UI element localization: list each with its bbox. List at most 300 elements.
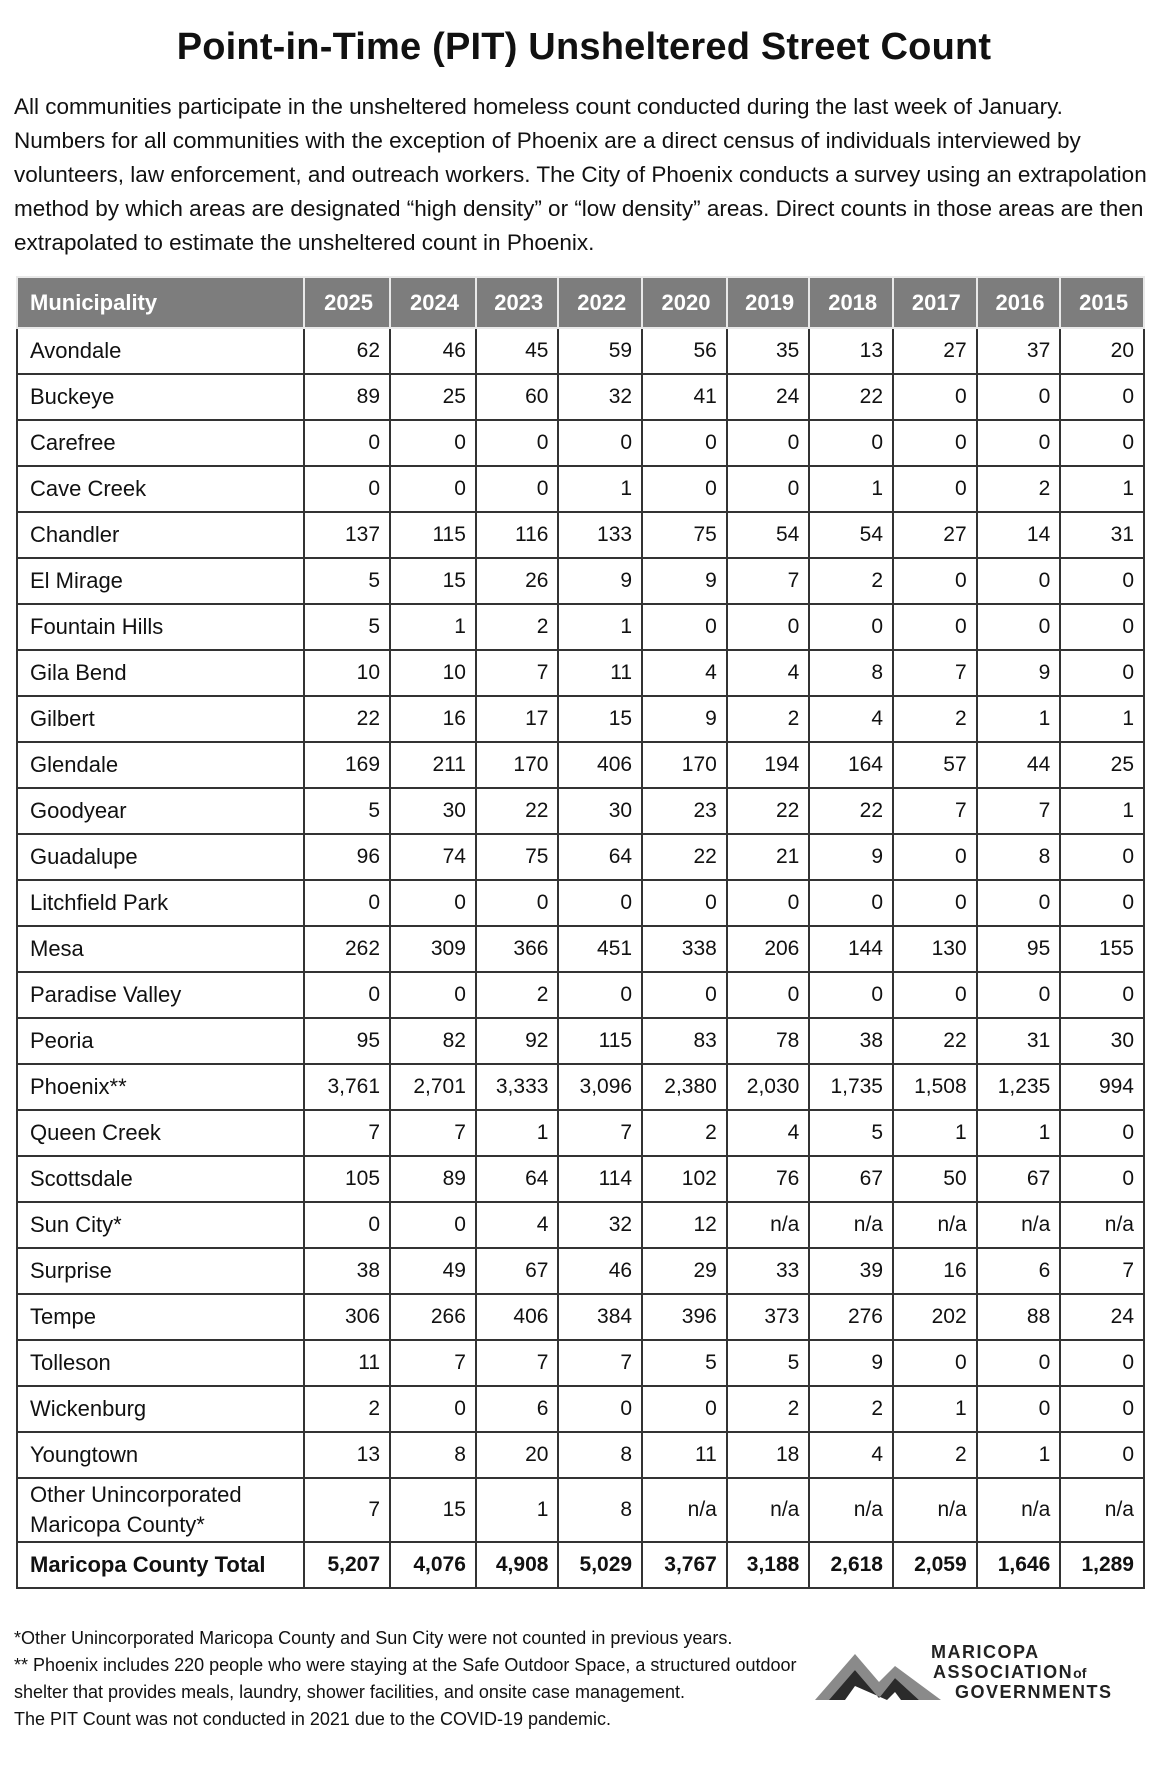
count-cell: 4	[642, 650, 727, 696]
count-cell: 32	[558, 374, 642, 420]
count-cell: 2	[893, 696, 977, 742]
count-cell: 3,096	[558, 1064, 642, 1110]
count-cell: 155	[1060, 926, 1144, 972]
count-cell: 50	[893, 1156, 977, 1202]
count-cell: 8	[558, 1432, 642, 1478]
column-header-year: 2022	[558, 277, 642, 328]
count-cell: 1	[893, 1110, 977, 1156]
count-cell: 1	[390, 604, 476, 650]
municipality-cell: Tempe	[17, 1294, 304, 1340]
count-cell: 0	[893, 604, 977, 650]
count-cell: 0	[642, 420, 727, 466]
count-cell: 1	[893, 1386, 977, 1432]
count-cell: 2	[476, 604, 559, 650]
count-cell: 994	[1060, 1064, 1144, 1110]
count-cell: 83	[642, 1018, 727, 1064]
count-cell: n/a	[727, 1478, 810, 1542]
count-cell: 406	[558, 742, 642, 788]
count-cell: 114	[558, 1156, 642, 1202]
count-cell: n/a	[1060, 1202, 1144, 1248]
table-row	[17, 1110, 1144, 1156]
count-cell: 0	[642, 880, 727, 926]
column-header-year: 2023	[476, 277, 559, 328]
mag-logo	[815, 1640, 1150, 1710]
column-header-year: 2017	[893, 277, 977, 328]
count-cell: 31	[977, 1018, 1061, 1064]
municipality-cell: Gilbert	[17, 696, 304, 742]
municipality-cell: Goodyear	[17, 788, 304, 834]
count-cell: 0	[304, 420, 390, 466]
municipality-cell: El Mirage	[17, 558, 304, 604]
count-cell: 35	[727, 328, 810, 374]
page-title: Point-in-Time (PIT) Unsheltered Street Count	[176, 26, 992, 68]
count-cell: 0	[727, 604, 810, 650]
count-cell: 29	[642, 1248, 727, 1294]
count-cell: 5	[304, 558, 390, 604]
count-cell: 27	[893, 512, 977, 558]
count-cell: 0	[476, 420, 559, 466]
count-cell: 3,761	[304, 1064, 390, 1110]
count-cell: 2	[727, 696, 810, 742]
count-cell: 9	[809, 1340, 893, 1386]
count-cell: 1	[1060, 466, 1144, 512]
count-cell: 0	[1060, 1432, 1144, 1478]
count-cell: 26	[476, 558, 559, 604]
count-cell: 0	[304, 880, 390, 926]
municipality-cell: Chandler	[17, 512, 304, 558]
count-cell: 96	[304, 834, 390, 880]
count-cell: 46	[558, 1248, 642, 1294]
count-cell: 0	[977, 880, 1061, 926]
municipality-cell: Paradise Valley	[17, 972, 304, 1018]
count-cell: 22	[809, 788, 893, 834]
count-cell: 0	[1060, 1110, 1144, 1156]
count-cell: 0	[304, 466, 390, 512]
count-cell: 115	[558, 1018, 642, 1064]
count-cell: 1	[1060, 788, 1144, 834]
count-cell: 4	[727, 1110, 810, 1156]
count-cell: 0	[809, 972, 893, 1018]
count-cell: 2,030	[727, 1064, 810, 1110]
count-cell: 169	[304, 742, 390, 788]
count-cell: 92	[476, 1018, 559, 1064]
count-cell: 0	[558, 1386, 642, 1432]
count-cell: 2,059	[893, 1542, 977, 1588]
count-cell: 0	[476, 466, 559, 512]
count-cell: 2	[642, 1110, 727, 1156]
count-cell: 60	[476, 374, 559, 420]
count-cell: 2,380	[642, 1064, 727, 1110]
count-cell: 0	[304, 972, 390, 1018]
count-cell: 5,029	[558, 1542, 642, 1588]
count-cell: 0	[642, 466, 727, 512]
count-cell: 49	[390, 1248, 476, 1294]
municipality-cell: Guadalupe	[17, 834, 304, 880]
count-cell: 137	[304, 512, 390, 558]
count-cell: 0	[390, 972, 476, 1018]
table-row	[17, 1248, 1144, 1294]
count-cell: 0	[390, 1386, 476, 1432]
count-cell: 3,188	[727, 1542, 810, 1588]
count-cell: 0	[304, 1202, 390, 1248]
count-cell: 7	[390, 1340, 476, 1386]
count-cell: 20	[476, 1432, 559, 1478]
count-cell: 30	[390, 788, 476, 834]
count-cell: 309	[390, 926, 476, 972]
count-cell: 64	[476, 1156, 559, 1202]
count-cell: 266	[390, 1294, 476, 1340]
count-cell: 306	[304, 1294, 390, 1340]
table-row	[17, 972, 1144, 1018]
count-cell: 2	[476, 972, 559, 1018]
count-cell: 194	[727, 742, 810, 788]
count-cell: 17	[476, 696, 559, 742]
table-row	[17, 834, 1144, 880]
count-cell: 56	[642, 328, 727, 374]
municipality-cell: Phoenix**	[17, 1064, 304, 1110]
count-cell: 2	[809, 558, 893, 604]
count-cell: 5,207	[304, 1542, 390, 1588]
count-cell: 14	[977, 512, 1061, 558]
intro-paragraph: All communities participate in the unsheltered homeless count conducted during the last week of January. Numbers for all communities with the exception of Phoenix are a direct census of individuals interviewed by volunteers, law enforcement, and outreach workers. The City of Phoenix conducts a survey using an extrapolation method by which areas are designated “high density” or “low density” areas. Direct counts in those areas are then extrapolated to estimate the unsheltered count in Phoenix.	[14, 94, 1147, 255]
table-row	[17, 696, 1144, 742]
table-row	[17, 1478, 1144, 1542]
logo-line-governments: GOVERNMENTS	[955, 1682, 1113, 1702]
municipality-cell: Litchfield Park	[17, 880, 304, 926]
count-cell: 0	[727, 466, 810, 512]
count-cell: 22	[476, 788, 559, 834]
count-cell: 5	[304, 788, 390, 834]
count-cell: 41	[642, 374, 727, 420]
count-cell: 6	[476, 1386, 559, 1432]
count-cell: 2	[809, 1386, 893, 1432]
count-cell: 0	[893, 880, 977, 926]
municipality-cell: Carefree	[17, 420, 304, 466]
count-cell: 164	[809, 742, 893, 788]
count-cell: 75	[476, 834, 559, 880]
count-cell: 0	[642, 1386, 727, 1432]
table-row	[17, 420, 1144, 466]
table-row	[17, 512, 1144, 558]
table-row	[17, 650, 1144, 696]
table-row	[17, 1340, 1144, 1386]
table-row	[17, 1156, 1144, 1202]
count-cell: 24	[1060, 1294, 1144, 1340]
count-cell: 0	[977, 972, 1061, 1018]
count-cell: 67	[977, 1156, 1061, 1202]
count-cell: 7	[304, 1478, 390, 1542]
count-cell: 7	[893, 650, 977, 696]
count-cell: n/a	[893, 1202, 977, 1248]
count-cell: 16	[893, 1248, 977, 1294]
count-cell: 0	[476, 880, 559, 926]
count-cell: 12	[642, 1202, 727, 1248]
count-cell: 4	[809, 696, 893, 742]
municipality-cell: Scottsdale	[17, 1156, 304, 1202]
count-cell: 10	[390, 650, 476, 696]
count-cell: 396	[642, 1294, 727, 1340]
count-cell: 1,289	[1060, 1542, 1144, 1588]
count-cell: 82	[390, 1018, 476, 1064]
count-cell: 1,235	[977, 1064, 1061, 1110]
count-cell: 4	[809, 1432, 893, 1478]
count-cell: 37	[977, 328, 1061, 374]
table-total-row	[17, 1542, 1144, 1588]
column-header-municipality: Municipality	[17, 277, 304, 328]
count-cell: 8	[390, 1432, 476, 1478]
count-cell: 1	[977, 696, 1061, 742]
count-cell: n/a	[809, 1202, 893, 1248]
count-cell: 9	[809, 834, 893, 880]
count-cell: 373	[727, 1294, 810, 1340]
count-cell: 30	[1060, 1018, 1144, 1064]
count-cell: 0	[977, 1386, 1061, 1432]
table-row	[17, 742, 1144, 788]
count-cell: 262	[304, 926, 390, 972]
count-cell: n/a	[1060, 1478, 1144, 1542]
table-row	[17, 604, 1144, 650]
count-cell: 0	[977, 1340, 1061, 1386]
count-cell: 64	[558, 834, 642, 880]
column-header-year: 2018	[809, 277, 893, 328]
count-cell: 22	[809, 374, 893, 420]
footnotes	[14, 1625, 834, 1733]
count-cell: 8	[977, 834, 1061, 880]
count-cell: n/a	[977, 1478, 1061, 1542]
count-cell: 5	[727, 1340, 810, 1386]
municipality-cell: Buckeye	[17, 374, 304, 420]
count-cell: 3,333	[476, 1064, 559, 1110]
count-cell: 38	[809, 1018, 893, 1064]
count-cell: 276	[809, 1294, 893, 1340]
count-cell: 0	[893, 1340, 977, 1386]
count-cell: 7	[476, 1340, 559, 1386]
pit-count-table	[16, 276, 1145, 1589]
count-cell: 22	[727, 788, 810, 834]
count-cell: 5	[304, 604, 390, 650]
count-cell: 0	[1060, 1156, 1144, 1202]
count-cell: 2,618	[809, 1542, 893, 1588]
count-cell: 21	[727, 834, 810, 880]
count-cell: 44	[977, 742, 1061, 788]
logo-word-of: of	[1073, 1665, 1087, 1681]
count-cell: 211	[390, 742, 476, 788]
count-cell: 0	[558, 420, 642, 466]
count-cell: 67	[809, 1156, 893, 1202]
mountain-logo-icon	[815, 1648, 945, 1704]
count-cell: 7	[304, 1110, 390, 1156]
table-body	[17, 328, 1144, 1588]
count-cell: 62	[304, 328, 390, 374]
table-row	[17, 374, 1144, 420]
count-cell: 0	[893, 374, 977, 420]
count-cell: 89	[304, 374, 390, 420]
municipality-cell: Other Unincorporated Maricopa County*	[17, 1478, 304, 1542]
count-cell: 7	[558, 1110, 642, 1156]
count-cell: 7	[558, 1340, 642, 1386]
count-cell: 23	[642, 788, 727, 834]
count-cell: 95	[304, 1018, 390, 1064]
footnote-covid: The PIT Count was not conducted in 2021 due to the COVID-19 pandemic.	[14, 1709, 612, 1729]
table-row	[17, 880, 1144, 926]
logo-word-association: ASSOCIATION	[933, 1662, 1074, 1682]
count-cell: 0	[893, 834, 977, 880]
municipality-cell: Sun City*	[17, 1202, 304, 1248]
count-cell: 7	[893, 788, 977, 834]
count-cell: 39	[809, 1248, 893, 1294]
count-cell: 2	[893, 1432, 977, 1478]
count-cell: n/a	[893, 1478, 977, 1542]
count-cell: 7	[1060, 1248, 1144, 1294]
count-cell: 27	[893, 328, 977, 374]
count-cell: 0	[558, 972, 642, 1018]
municipality-cell: Queen Creek	[17, 1110, 304, 1156]
count-cell: 0	[1060, 972, 1144, 1018]
count-cell: 451	[558, 926, 642, 972]
count-cell: 1,646	[977, 1542, 1061, 1588]
count-cell: n/a	[727, 1202, 810, 1248]
count-cell: 11	[642, 1432, 727, 1478]
column-header-year: 2020	[642, 277, 727, 328]
count-cell: 206	[727, 926, 810, 972]
count-cell: 20	[1060, 328, 1144, 374]
table-row	[17, 558, 1144, 604]
column-header-year: 2024	[390, 277, 476, 328]
count-cell: 0	[1060, 374, 1144, 420]
count-cell: 46	[390, 328, 476, 374]
count-cell: 88	[977, 1294, 1061, 1340]
column-header-year: 2019	[727, 277, 810, 328]
count-cell: 0	[977, 558, 1061, 604]
count-cell: 0	[1060, 1340, 1144, 1386]
municipality-cell: Mesa	[17, 926, 304, 972]
count-cell: 45	[476, 328, 559, 374]
count-cell: 13	[304, 1432, 390, 1478]
count-cell: 1	[977, 1110, 1061, 1156]
table-row	[17, 1202, 1144, 1248]
count-cell: 0	[893, 558, 977, 604]
count-cell: 116	[476, 512, 559, 558]
municipality-cell: Cave Creek	[17, 466, 304, 512]
count-cell: 105	[304, 1156, 390, 1202]
count-cell: 5	[642, 1340, 727, 1386]
count-cell: 0	[1060, 880, 1144, 926]
count-cell: 16	[390, 696, 476, 742]
count-cell: 7	[727, 558, 810, 604]
count-cell: 15	[558, 696, 642, 742]
count-cell: 3,767	[642, 1542, 727, 1588]
count-cell: 15	[390, 558, 476, 604]
count-cell: 7	[390, 1110, 476, 1156]
count-cell: 8	[809, 650, 893, 696]
count-cell: 67	[476, 1248, 559, 1294]
table-row	[17, 328, 1144, 374]
count-cell: 2,701	[390, 1064, 476, 1110]
footnote-unincorporated: *Other Unincorporated Maricopa County and Sun City were not counted in previous years.	[14, 1628, 733, 1648]
count-cell: 0	[390, 420, 476, 466]
count-cell: 13	[809, 328, 893, 374]
count-cell: 9	[977, 650, 1061, 696]
count-cell: 0	[977, 374, 1061, 420]
count-cell: 1	[558, 466, 642, 512]
count-cell: 89	[390, 1156, 476, 1202]
count-cell: 4,908	[476, 1542, 559, 1588]
count-cell: 30	[558, 788, 642, 834]
count-cell: 0	[1060, 604, 1144, 650]
count-cell: 74	[390, 834, 476, 880]
count-cell: 0	[1060, 834, 1144, 880]
count-cell: 25	[390, 374, 476, 420]
count-cell: 22	[304, 696, 390, 742]
column-header-year: 2015	[1060, 277, 1144, 328]
count-cell: 1	[1060, 696, 1144, 742]
count-cell: 9	[642, 696, 727, 742]
count-cell: 0	[390, 1202, 476, 1248]
count-cell: 406	[476, 1294, 559, 1340]
count-cell: 18	[727, 1432, 810, 1478]
count-cell: 4	[727, 650, 810, 696]
count-cell: 8	[558, 1478, 642, 1542]
count-cell: 15	[390, 1478, 476, 1542]
count-cell: 0	[390, 880, 476, 926]
count-cell: 4	[476, 1202, 559, 1248]
table-row	[17, 788, 1144, 834]
count-cell: 202	[893, 1294, 977, 1340]
column-header-year: 2025	[304, 277, 390, 328]
count-cell: 10	[304, 650, 390, 696]
table-row	[17, 1294, 1144, 1340]
count-cell: 0	[727, 420, 810, 466]
municipality-cell: Surprise	[17, 1248, 304, 1294]
count-cell: 1,508	[893, 1064, 977, 1110]
count-cell: 54	[727, 512, 810, 558]
municipality-cell: Youngtown	[17, 1432, 304, 1478]
count-cell: 0	[809, 880, 893, 926]
count-cell: 1	[476, 1478, 559, 1542]
count-cell: 0	[390, 466, 476, 512]
count-cell: 9	[558, 558, 642, 604]
count-cell: 7	[977, 788, 1061, 834]
count-cell: 31	[1060, 512, 1144, 558]
count-cell: 2	[977, 466, 1061, 512]
logo-line-maricopa: MARICOPA	[931, 1642, 1040, 1662]
table-header-row	[17, 277, 1144, 328]
count-cell: 9	[642, 558, 727, 604]
count-cell: 7	[476, 650, 559, 696]
count-cell: 170	[642, 742, 727, 788]
count-cell: 102	[642, 1156, 727, 1202]
count-cell: 133	[558, 512, 642, 558]
count-cell: 4,076	[390, 1542, 476, 1588]
count-cell: 170	[476, 742, 559, 788]
count-cell: 22	[642, 834, 727, 880]
municipality-cell: Avondale	[17, 328, 304, 374]
table-row	[17, 926, 1144, 972]
count-cell: 0	[893, 972, 977, 1018]
count-cell: 24	[727, 374, 810, 420]
count-cell: 1	[977, 1432, 1061, 1478]
count-cell: 1	[558, 604, 642, 650]
count-cell: n/a	[642, 1478, 727, 1542]
count-cell: 0	[642, 972, 727, 1018]
count-cell: 11	[304, 1340, 390, 1386]
count-cell: 57	[893, 742, 977, 788]
count-cell: 2	[304, 1386, 390, 1432]
count-cell: 25	[1060, 742, 1144, 788]
count-cell: 384	[558, 1294, 642, 1340]
count-cell: 32	[558, 1202, 642, 1248]
count-cell: 38	[304, 1248, 390, 1294]
